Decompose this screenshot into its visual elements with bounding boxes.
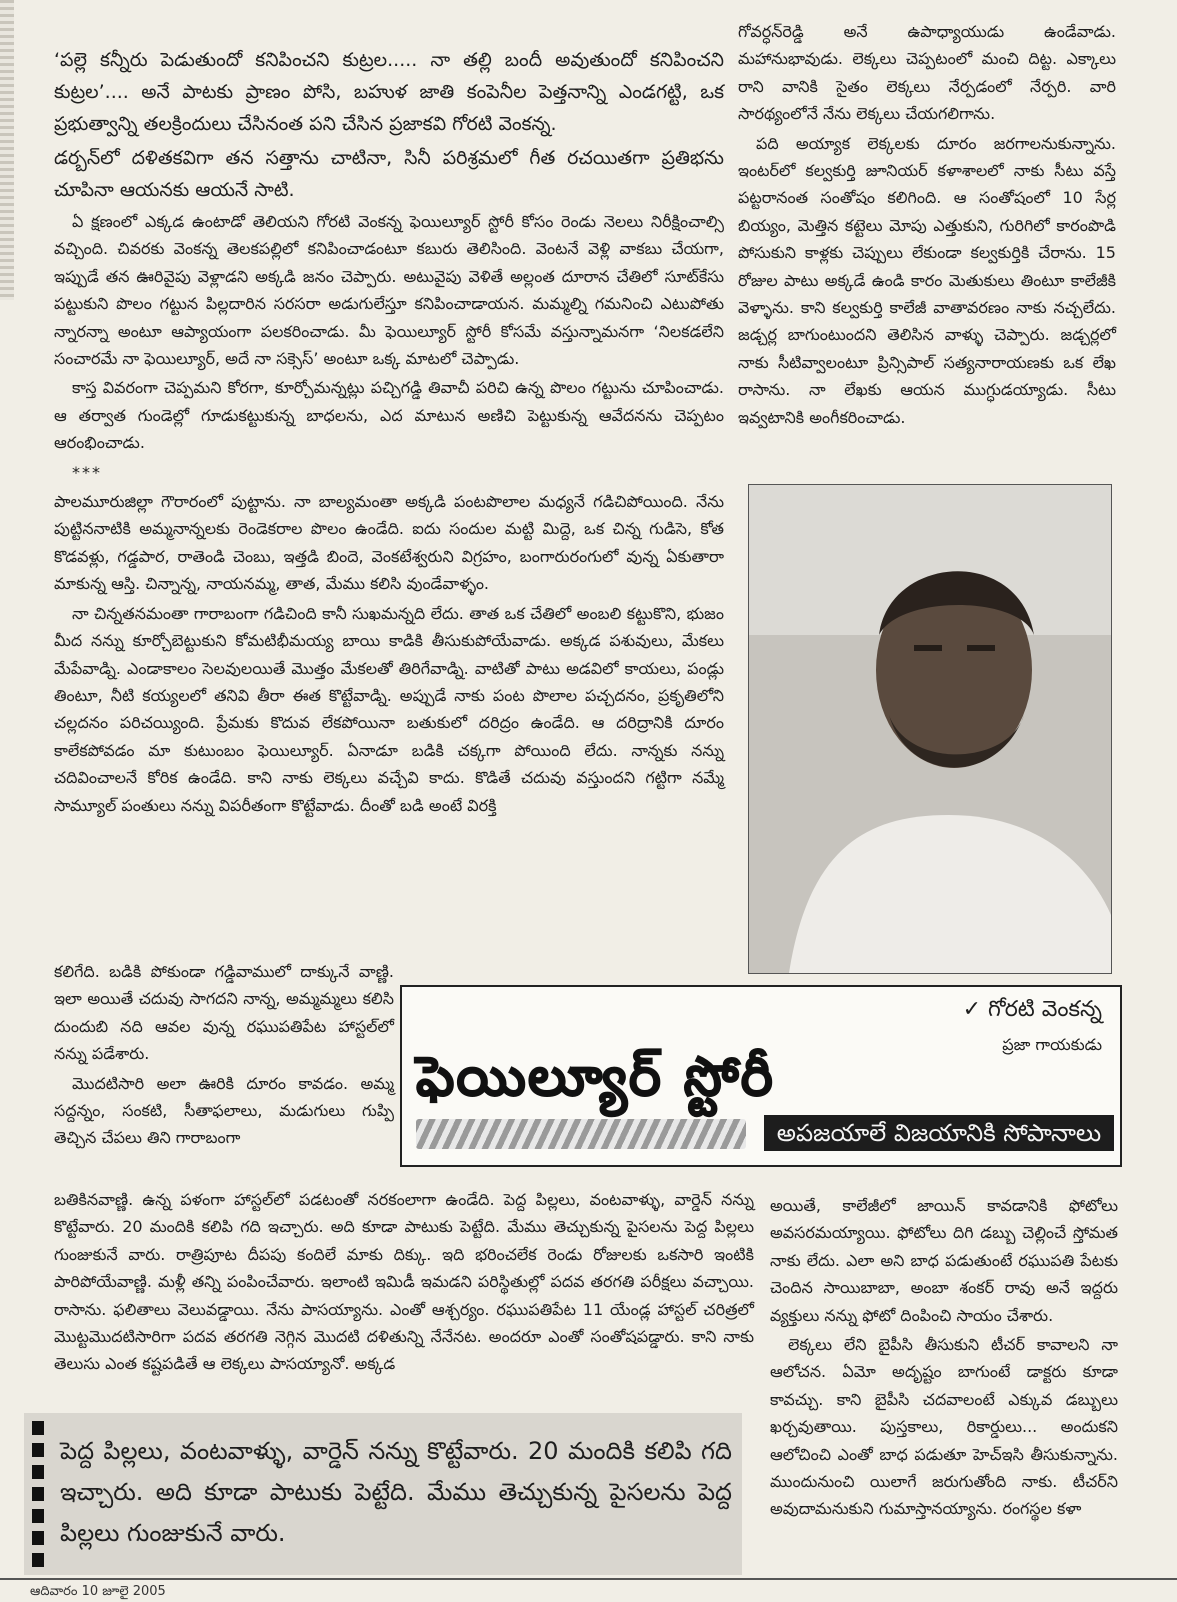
story-paragraph: నా చిన్నతనమంతా గారాబంగా గడిచింది కానీ సుఖమన్నది లేదు. తాత ఒక చేతిలో అంబలి కట్టుకొని, భుజం మీద నన్ను కూర్చోబెట్టుకుని కోమటిభీమయ్య బాయి కాడికి తీసుకుపోయేవాడు. అక్కడ పశువులు, మేకలు మేపేవాడ్ని. ఎండాకాలం సెలవులయితే మొత్తం మేకలతో తిరిగేవాడ్ని. వాటితో పాటు అడవిలో కాయలు, పండ్లు తింటూ, నీటి కయ్యలలో తనివి తీరా ఈత కొట్టేవాడ్ని. అప్పుడే నాకు పంట పొలాల పచ్చదనం, ప్రకృతిలోని చల్లదనం పరిచయ్యింది. ప్రేమకు కొదువ లేకపోయినా బతుకులో దరిద్రం ఉండేది. ఆ దరిద్రానికి దూరం కాలేకపోవడం మా కుటుంబం ఫెయిల్యూర్. ఏనాడూ బడికి చక్కగా పోయింది లేదు. నాన్నకు నన్ను చదివించాలనే కోరిక ఉండేది. కాని నాకు లెక్కలు వచ్చేవి కాదు. కొడితే చదువు వస్తుందని గట్టిగా నమ్మే సామ్యూల్ పంతులు నన్ను విపరీతంగా కొట్టేవాడు. దీంతో బడి అంటే విరక్తి xyxy=(54,603,724,815)
bottom-paragraph: బతికినవాణ్ణి. ఉన్న పళంగా హాస్టల్‌లో పడటంతో నరకంలాగా ఉండేది. పెద్ద పిల్లలు, వంటవాళ్ళు, వార్డెన్ నన్ను కొట్టేవారు. 20 మందికి కలిపి గది ఇచ్చారు. అది కూడా పాటుకు పెట్టేది. మేము తెచ్చుకున్న పైసలను పెద్ద పిల్లలు గుంజుకునే వారు. రాత్రిపూట దీపపు కందిలే మాకు దిక్కు. ఇది భరించలేక రెండు రోజులకు ఒకసారి ఇంటికి పారిపోయేవాణ్ణి. మళ్లీ తన్ని పంపించేవారు. ఇలాంటి ఇమిడీ ఇమడని పరిస్థితుల్లో పదవ తరగతి పరీక్షలు వచ్చాయి. రాసాను. ఫలితాలు వెలువడ్డాయి. నేను పాసయ్యాను. ఎంతో ఆశ్చర్యం. రఘుపతిపేట 11 యేండ్ల హాస్టల్ చరిత్రలో మొట్టమొదటిసారిగా పదవ తరగతి నెగ్గిన మొదటి దళితున్ని నేనేనట. అందరూ ఎంతో సంతోషపడ్డారు. కాని నాకు తెలుసు ఎంత కష్టపడితే ఆ లెక్కలు పాసయ్యానో. అక్కడ xyxy=(54,1190,754,1374)
article-right-bottom-column xyxy=(770,1192,1118,1525)
intro-second-paragraph: డర్బన్‌లో దళితకవిగా తన సత్తాను చాటినా, సినీ పరిశ్రమలో గీత రచయితగా ప్రతిభను చూపినా ఆయనకు ఆయనే సాటి. xyxy=(54,147,724,201)
right-paragraph: పది అయ్యాక లెక్కలకు దూరం జరగాలనుకున్నాను. ఇంటర్‌లో కల్వకుర్తి జూనియర్ కళాశాలలో నాకు సీటు వస్తే పట్టరానంత సంతోషం కలిగింది. ఆ సంతోషంలో 10 సేర్ల బియ్యం, మెత్తిన కట్టెలు మోపు ఎత్తుకుని, గురిగిలో కారంపొడి పోసుకుని కాళ్లకు చెప్పులు లేకుండా కల్వకుర్తికి చేరాను. 15 రోజుల పాటు అక్కడే ఉండి కారం మెతుకులు తింటూ కాలేజీకి వెళ్ళాను. కాని కల్వకుర్తి కాలేజీ వాతావరణం నాకు నచ్చలేదు. జడ్చర్ల బాగుంటుందని తెలిసిన వాళ్ళు చెప్పారు. జడ్చర్లలో నాకు సీటివ్వాలంటూ ప్రిన్సిపాల్ సత్యనారాయణకు ఒక లేఖ రాసాను. నా లేఖకు ఆయన ముగ్ధుడయ్యాడు. సీటు ఇవ్వటానికి అంగీకరించాడు. xyxy=(738,133,1116,427)
right-paragraph: గోవర్ధన్‌రెడ్డి అనే ఉపాధ్యాయుడు ఉండేవాడు. మహానుభావుడు. లెక్కలు చెప్పటంలో మంచి దిట్ట. ఎక్కాలు రాని వానికి సైతం లెక్కలు నేర్పడంలో నేర్పరి. వారి సారథ్యంలోనే నేను లెక్కలు చేయగలిగాను. xyxy=(738,22,1116,124)
portrait-illustration xyxy=(749,485,1111,973)
body-paragraph: కాస్త వివరంగా చెప్పమని కోరగా, కూర్చోమన్నట్లు పచ్చిగడ్డి తివాచీ పరిచి ఉన్న పొలం గట్టును చూపించాడు. ఆ తర్వాత గుండెల్లో గూడుకట్టుకున్న బాధలను, ఎద మాటున అణిచి పెట్టుకున్న ఆవేదనను చెప్పటం ఆరంభించాడు. xyxy=(54,378,724,453)
pull-quote-box xyxy=(24,1413,742,1575)
right-bottom-paragraph: అయితే, కాలేజీలో జాయిన్ కావడానికి ఫోటోలు అవసరమయ్యాయి. ఫోటోలు దిగి డబ్బు చెల్లించే స్తోమత నాకు లేదు. ఎలా అని బాధ పడుతుంటే రఘుపతి పేటకు చెందిన సాయిబాబా, అంబా శంకర్ రావు అనే ఇద్దరు వ్యక్తులు నన్ను ఫోటో దింపించి సాయం చేశారు. xyxy=(770,1196,1118,1325)
narrow-paragraph: కలిగేది. బడికి పోకుండా గడ్డివాములో దాక్కునే వాణ్ణి. ఇలా అయితే చదువు సాగదని నాన్న, అమ్మమ్మలు కలిసి దుందుబి నది ఆవల వున్న రఘుపతిపేట హాస్టల్‌లో నన్ను పడేశారు. xyxy=(54,962,394,1064)
banner-decoration xyxy=(416,1119,746,1149)
article-right-column xyxy=(738,18,1116,433)
author-role: ప్రజా గాయకుడు xyxy=(1002,1035,1102,1054)
pull-quote-text: పెద్ద పిల్లలు, వంటవాళ్ళు, వార్డెన్ నన్ను కొట్టేవారు. 20 మందికి కలిపి గది ఇచ్చారు. అది కూడా పాటుకు పెట్టేది. మేము తెచ్చుకున్న పైసలను పెద్ద పిల్లలు గుంజుకునే వారు. xyxy=(60,1437,732,1547)
section-separator: *** xyxy=(72,462,102,482)
story-banner xyxy=(400,985,1122,1167)
page-footer xyxy=(30,1584,194,1602)
byline xyxy=(963,995,1102,1057)
author-name: ✓ గోరటి వెంకన్న xyxy=(962,997,1102,1022)
right-bottom-paragraph: లెక్కలు లేని బైపీసి తీసుకుని టీచర్ కావాలని నా ఆలోచన. ఏమో అదృష్టం బాగుంటే డాక్టరు కూడా కావచ్చు. కాని బైపీసి చదవాలంటే ఎక్కువ డబ్బులు ఖర్చవుతాయి. పుస్తకాలు, రికార్డులు... అందుకని ఆలోచించి ఎంతో బాధ పడుతూ హెచ్ఇసి తీసుకున్నాను. ముందునుంచి యిలాగే జరుగుతోంది నాకు. టీచర్‌ని అవుదామనుకుని గుమాస్తానయ్యాను. రంగస్థల కళా xyxy=(770,1335,1118,1519)
narrow-paragraph: మొదటిసారి అలా ఊరికి దూరం కావడం. అమ్మ సద్దన్నం, సంకటి, సీతాఫలాలు, మడుగులు గుప్పి తెచ్చిన చేపలు తిని గారాబంగా xyxy=(54,1073,394,1148)
article-bottom-column xyxy=(54,1186,754,1380)
author-photo xyxy=(748,484,1112,974)
pull-quote-strip xyxy=(32,1421,44,1567)
article-left-column xyxy=(54,44,724,821)
banner-title: ఫెయిల్యూర్ స్టోరీ xyxy=(416,1045,775,1108)
footer-rule xyxy=(0,1578,1177,1580)
intro-lead-paragraph: ‘పల్లె కన్నీరు పెడుతుందో కనిపించని కుట్రల..... నా తల్లి బందీ అవుతుందో కనిపించని కుట్రల’.... అనే పాటకు ప్రాణం పోసి, బహుళ జాతి కంపెనీల పెత్తనాన్ని ఎండగట్టి, ఒక ప్రభుత్వాన్ని తలక్రిందులు చేసినంత పని చేసిన ప్రజాకవి గోరటి వెంకన్న. xyxy=(54,49,724,135)
footer-date: ఆదివారం 10 జూలై 2005 xyxy=(30,1584,166,1599)
body-paragraph: ఏ క్షణంలో ఎక్కడ ఉంటాడో తెలియని గోరటి వెంకన్న ఫెయిల్యూర్ స్టోరీ కోసం రెండు నెలలు నిరీక్షించాల్సి వచ్చింది. చివరకు వెంకన్న తెలకపల్లిలో కనిపించాడంటూ కబురు తెలిసింది. వెంటనే వెళ్లి వాకబు చేయగా, ఇప్పుడే తన ఊరివైపు వెళ్లాడని అక్కడి జనం చెప్పారు. అటువైపు వెళితే అల్లంత దూరాన చేతిలో సూట్‌కేసు పట్టుకుని పొలం గట్టున పిల్లదారిన సరసరా అడుగులేస్తూ కనిపించాడాయన. మమ్మల్ని గమనించి ఎటుపోతు న్నారన్నా అంటూ ఆప్యాయంగా పలకరించాడు. మీ ఫెయిల్యూర్ స్టోరీ కోసమే వస్తున్నామనగా ‘నిలకడలేని సంచారమే నా ఫెయిల్యూర్, అదే నా సక్సెస్’ అంటూ ఒక్క మాటలో చెప్పాడు. xyxy=(54,212,724,369)
banner-tagline: అపజయాలే విజయానికి సోపానాలు xyxy=(764,1115,1114,1151)
scan-edge-strip xyxy=(0,0,14,300)
story-paragraph: పాలమూరుజిల్లా గౌరారంలో పుట్టాను. నా బాల్యమంతా అక్కడి పంటపొలాల మధ్యనే గడిచిపోయింది. నేను పుట్టిననాటికి అమ్మనాన్నలకు రెండెకరాల పొలం ఉండేది. ఐదు సందుల మట్టి మిద్దె, ఒక చిన్న గుడిసె, కోత కొడవళ్లు, గడ్డపార, రాతెండి చెంబు, ఇత్తడి బిందె, వెంకటేశ్వరుని విగ్రహం, బంగారురంగులో వున్న ఏకుతారా మాకున్న ఆస్తి. చిన్నాన్న, నాయనమ్మ, తాత, మేము కలిసి వుండేవాళ్ళం. xyxy=(54,492,724,594)
article-narrow-column xyxy=(54,958,394,1154)
